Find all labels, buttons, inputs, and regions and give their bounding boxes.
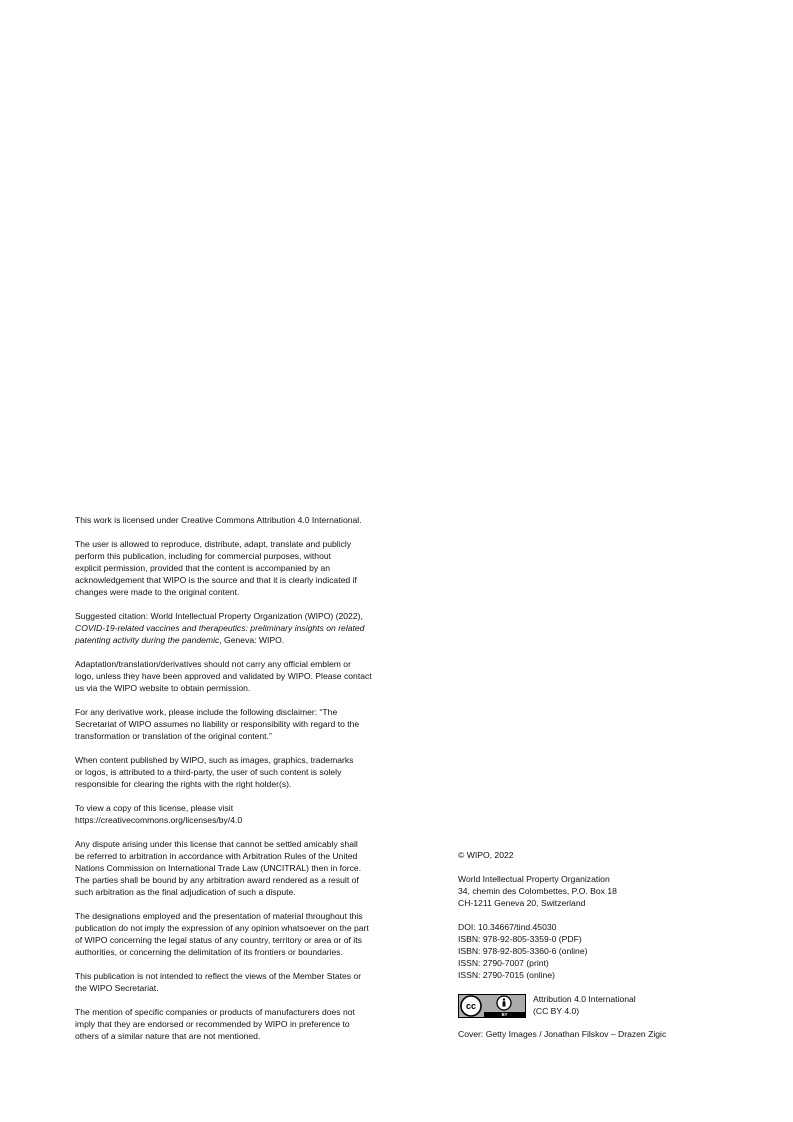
cc-label: cc [465,1001,477,1012]
right-column [458,849,758,1052]
third-party-paragraph: When content published by WIPO, such as images, graphics, trademarks or logos, is attributed to a third-party, the user of such content is solely responsible for clearing the rights with the right holder(s). [75,755,354,789]
doi: DOI: 10.34667/tind.45030 [458,922,557,932]
license-text [533,993,636,1017]
left-column [75,514,405,1054]
isbn-pdf: ISBN: 978-92-805-3359-0 (PDF) [458,934,582,944]
issn-print: ISSN: 2790-7007 (print) [458,958,549,968]
cc-license-block [458,993,758,1018]
dispute-paragraph: Any dispute arising under this license that cannot be settled amicably shall be referred to arbitration in accordance with Arbitration Rules of the United Nations Commission on International Trade Law (UNCITRAL) then in force. The parties shall be bound by any arbitration award rendered as a result of such arbitration as the final adjudication of such a dispute. [75,839,362,897]
license-name: Attribution 4.0 International [533,994,636,1004]
organization-address: World Intellectual Property Organization 34, chemin des Colombettes, P.O. Box 18 CH-1211 Geneva 20, Switzerland [458,874,617,908]
issn-online: ISSN: 2790-7015 (online) [458,970,555,980]
by-label: BY [501,1012,508,1018]
license-code: (CC BY 4.0) [533,1006,580,1016]
adaptation-paragraph: Adaptation/translation/derivatives should not carry any official emblem or logo, unless they have been approved and validated by WIPO. Please contact us via the WIPO website to obtain permission. [75,659,372,693]
cover-credit: Cover: Getty Images / Jonathan Filskov – Drazen Zigic [458,1029,667,1039]
license-statement: This work is licensed under Creative Commons Attribution 4.0 International. [75,515,362,525]
designations-paragraph: The designations employed and the presentation of material throughout this publication do not imply the expression of any opinion whatsoever on the part of WIPO concerning the legal status of any country, territory or area or of its authorities, or concerning the delimitation of its frontiers or boundaries. [75,911,369,957]
usage-paragraph: The user is allowed to reproduce, distribute, adapt, translate and publicly perform this publication, including for commercial purposes, without explicit permission, provided that the content is accompanied by an acknowledgement that WIPO is the source and that it is clearly indicated if changes were made to the original content. [75,539,357,597]
publication-identifiers [458,921,758,981]
mention-paragraph: The mention of specific companies or products of manufacturers does not imply that they are endorsed or recommended by WIPO in preference to others of a similar nature that are not mentioned. [75,1007,355,1041]
citation-paragraph: Suggested citation: World Intellectual Property Organization (WIPO) (2022), COVID-19-related vaccines and therapeutics: preliminary insights on related patenting activity during the pandemic, Geneva: WIPO. [75,611,365,645]
derivative-disclaimer-paragraph: For any derivative work, please include the following disclaimer: “The Secretariat of WIPO assumes no liability or responsibility with regard to the transformation or translation of the original content.” [75,707,360,741]
isbn-online: ISBN: 978-92-805-3360-6 (online) [458,946,588,956]
cc-by-badge-icon [458,994,526,1018]
copyright-notice: © WIPO, 2022 [458,850,514,860]
views-paragraph: This publication is not intended to reflect the views of the Member States or the WIPO Secretariat. [75,971,362,993]
license-copy-paragraph: To view a copy of this license, please visit https://creativecommons.org/licenses/by/4.0 [75,802,405,826]
publication-title-line2: patenting activity during the pandemic [75,635,220,645]
publication-title-line1: COVID-19-related vaccines and therapeutics: preliminary insights on related [75,623,365,633]
license-url-link[interactable]: https://creativecommons.org/licenses/by/4.0 [75,815,243,825]
